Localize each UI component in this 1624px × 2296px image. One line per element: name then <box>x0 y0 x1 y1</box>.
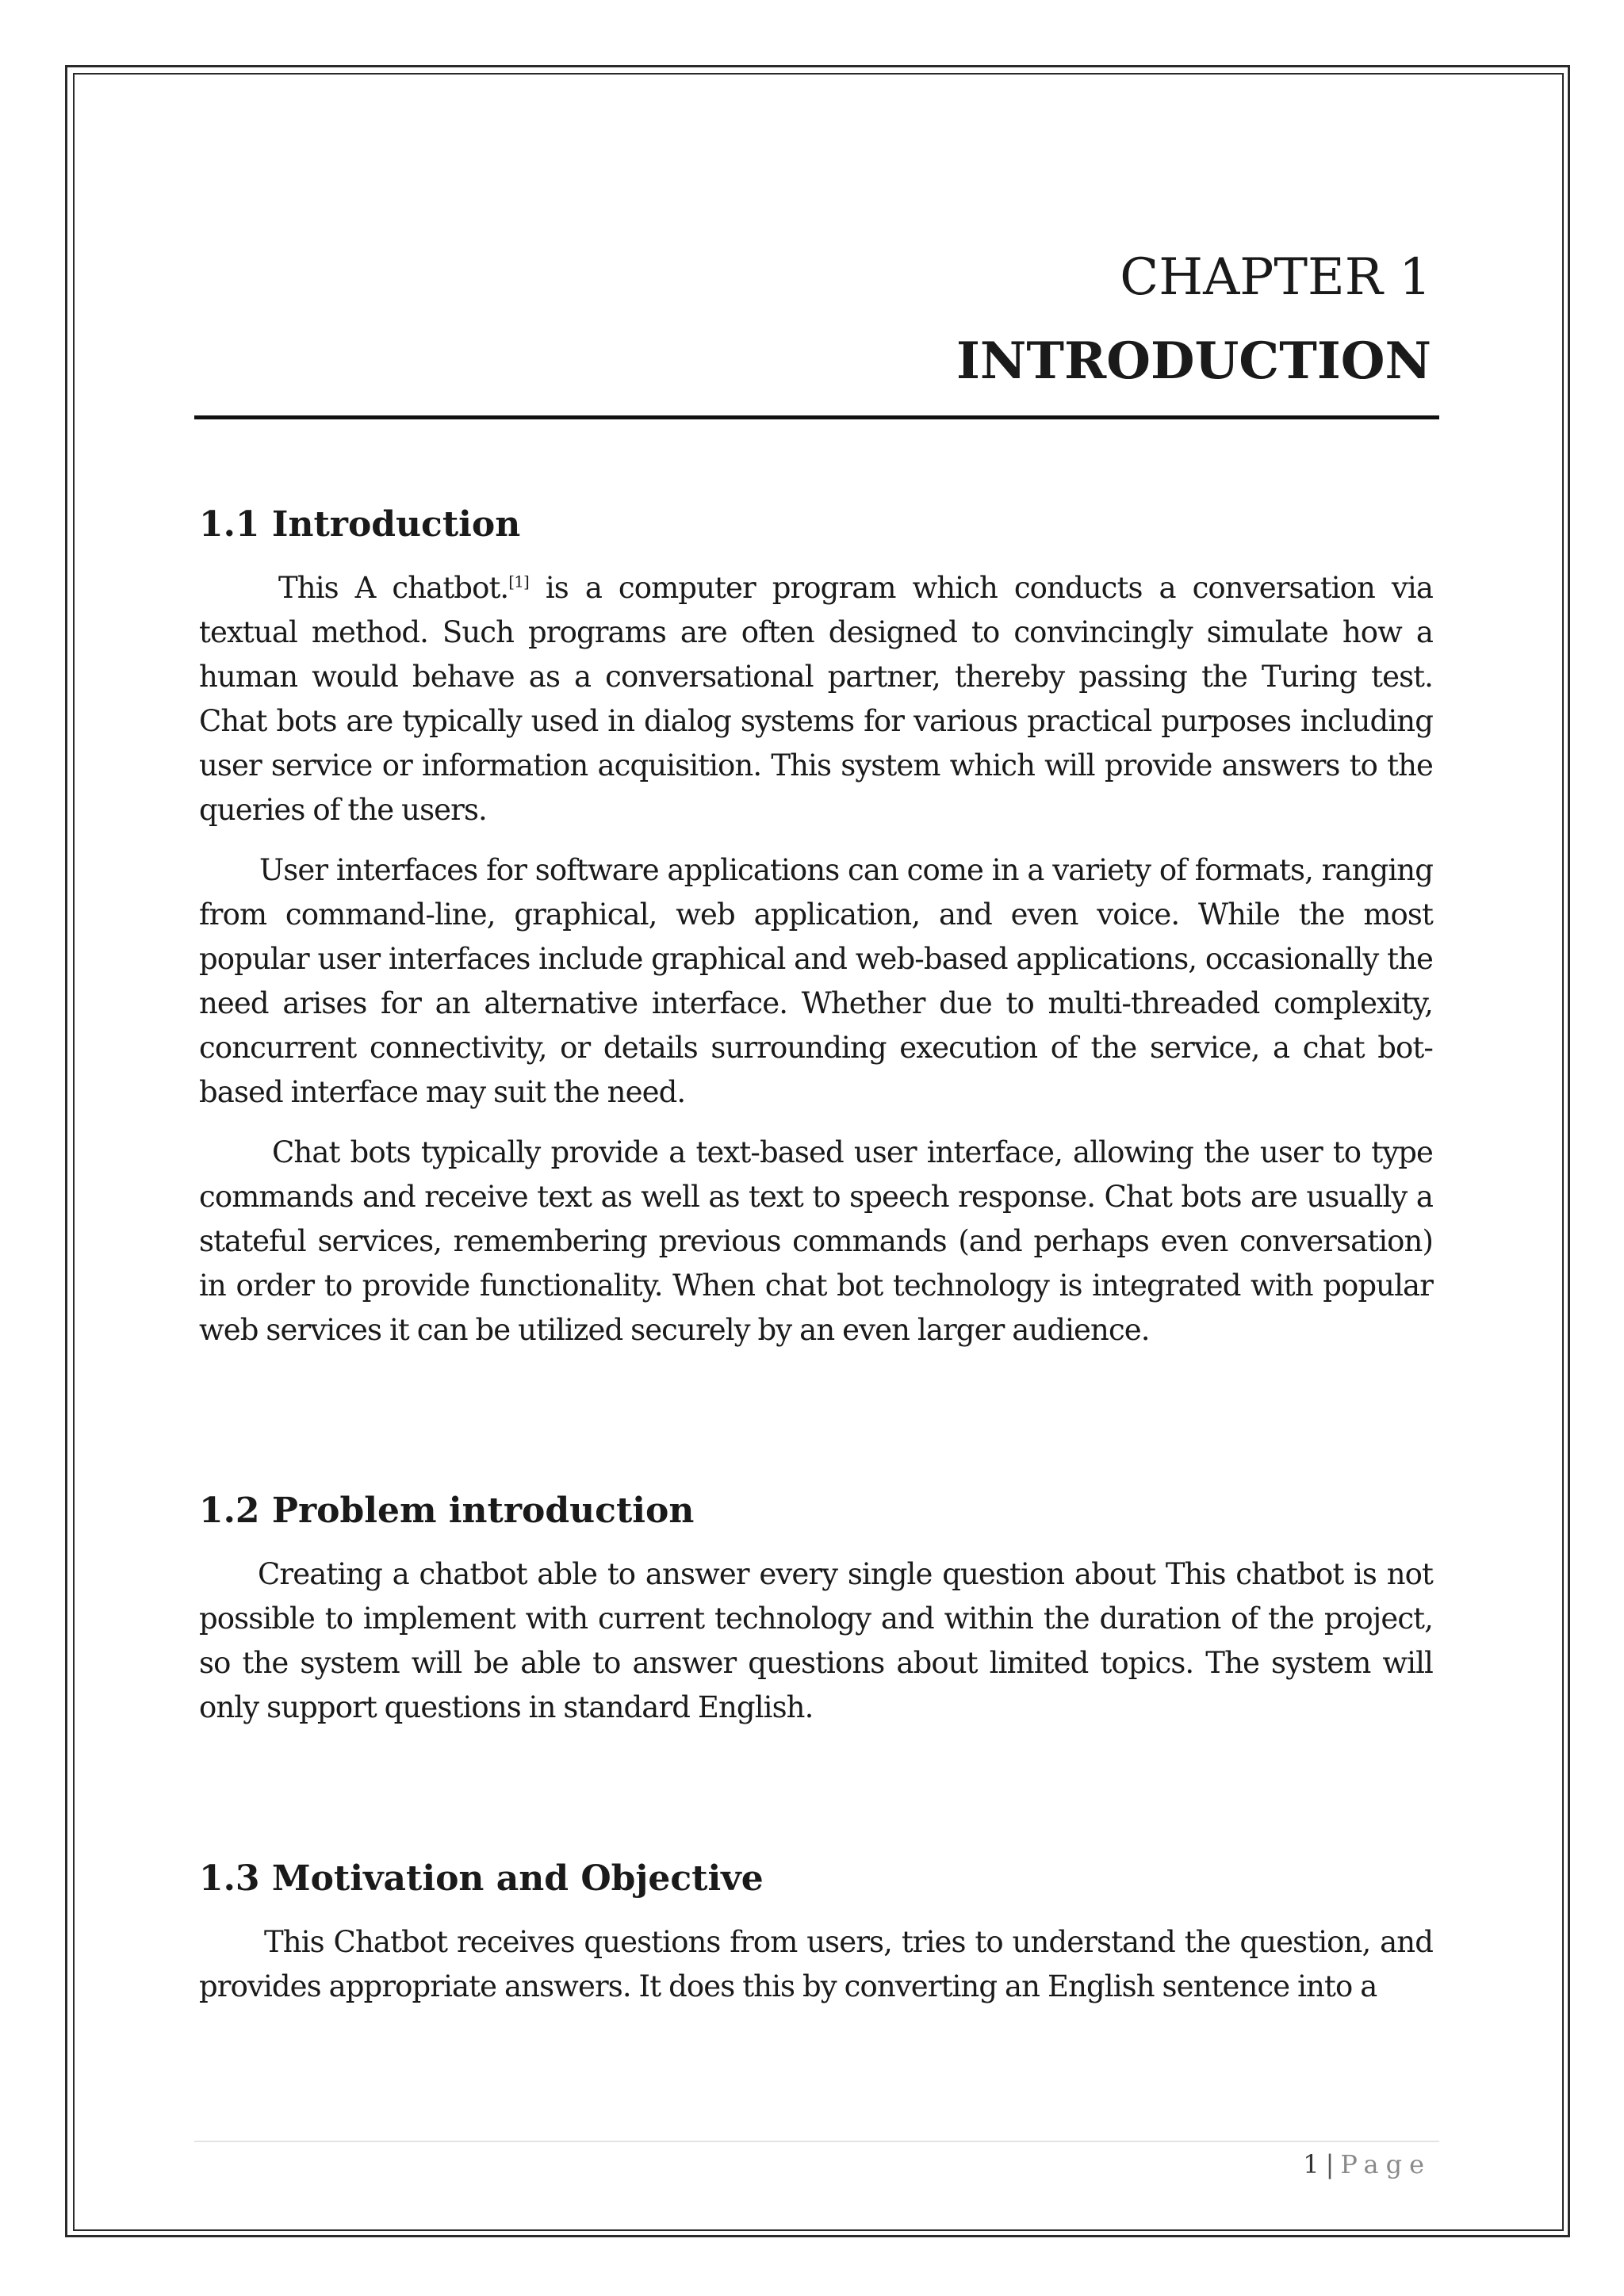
section-1-3-paragraph-1: This Chatbot receives questions from users, tries to understand the question, and provides appropriate answers. It does this by converting an English sentence into a <box>199 1925 1433 2003</box>
section-1-1 <box>199 501 1433 549</box>
page-number: 1 <box>1303 2149 1320 2179</box>
section-1-2-paragraph-1: Creating a chatbot able to answer every single question about This chatbot is not possible to implement with current technology and within the duration of the project, so the system will be able to answer questions about limited topics. The system will only support questions in standard English. <box>199 1557 1433 1724</box>
chapter-divider <box>194 415 1439 419</box>
section-heading: 1.1 Introduction <box>199 504 521 545</box>
chapter-header <box>194 238 1438 406</box>
section-heading: 1.3 Motivation and Objective <box>199 1858 764 1899</box>
section-1-1-paragraph-1 <box>199 566 1433 832</box>
paragraph-text: is a computer program which conducts a conversation via textual method. Such programs are often designed to convincingly simulate how a human would behave as a conversational partner, thereby passing the Turing test. Chat bots are typically used in dialog systems for various practical purposes including user service or information acquisition. This system which will provide answers to the queries of the users. <box>199 571 1433 827</box>
paragraph-text: This A chatbot. <box>278 571 509 605</box>
section-heading: 1.2 Problem introduction <box>199 1490 695 1531</box>
footer-separator: | <box>1325 2149 1335 2179</box>
section-1-2 <box>199 1487 1433 1535</box>
footer-divider <box>194 2141 1439 2142</box>
section-1-3 <box>199 1855 1433 1903</box>
section-1-1-paragraph-2: User interfaces for software applications can come in a variety of formats, ranging from command-line, graphical, web application, and even voice. While the most popular user interfaces include graphical and web-based applications, occasionally the need arises for an alternative interface. Whether due to multi-threaded complexity, concurrent connectivity, or details surrounding execution of the service, a chat bot-based interface may suit the need. <box>199 853 1433 1109</box>
citation-marker[interactable]: [1] <box>508 572 529 591</box>
section-1-1-paragraph-3: Chat bots typically provide a text-based user interface, allowing the user to type commands and receive text as well as text to speech response. Chat bots are usually a stateful services, remembering previous commands (and perhaps even conversation) in order to provide functionality. When chat bot technology is integrated with popular web services it can be utilized securely by an even larger audience. <box>199 1135 1433 1347</box>
chapter-label: CHAPTER 1 <box>1120 248 1431 307</box>
page-footer <box>1189 2147 1431 2182</box>
chapter-title: INTRODUCTION <box>956 331 1431 391</box>
page-word: Page <box>1340 2149 1431 2179</box>
